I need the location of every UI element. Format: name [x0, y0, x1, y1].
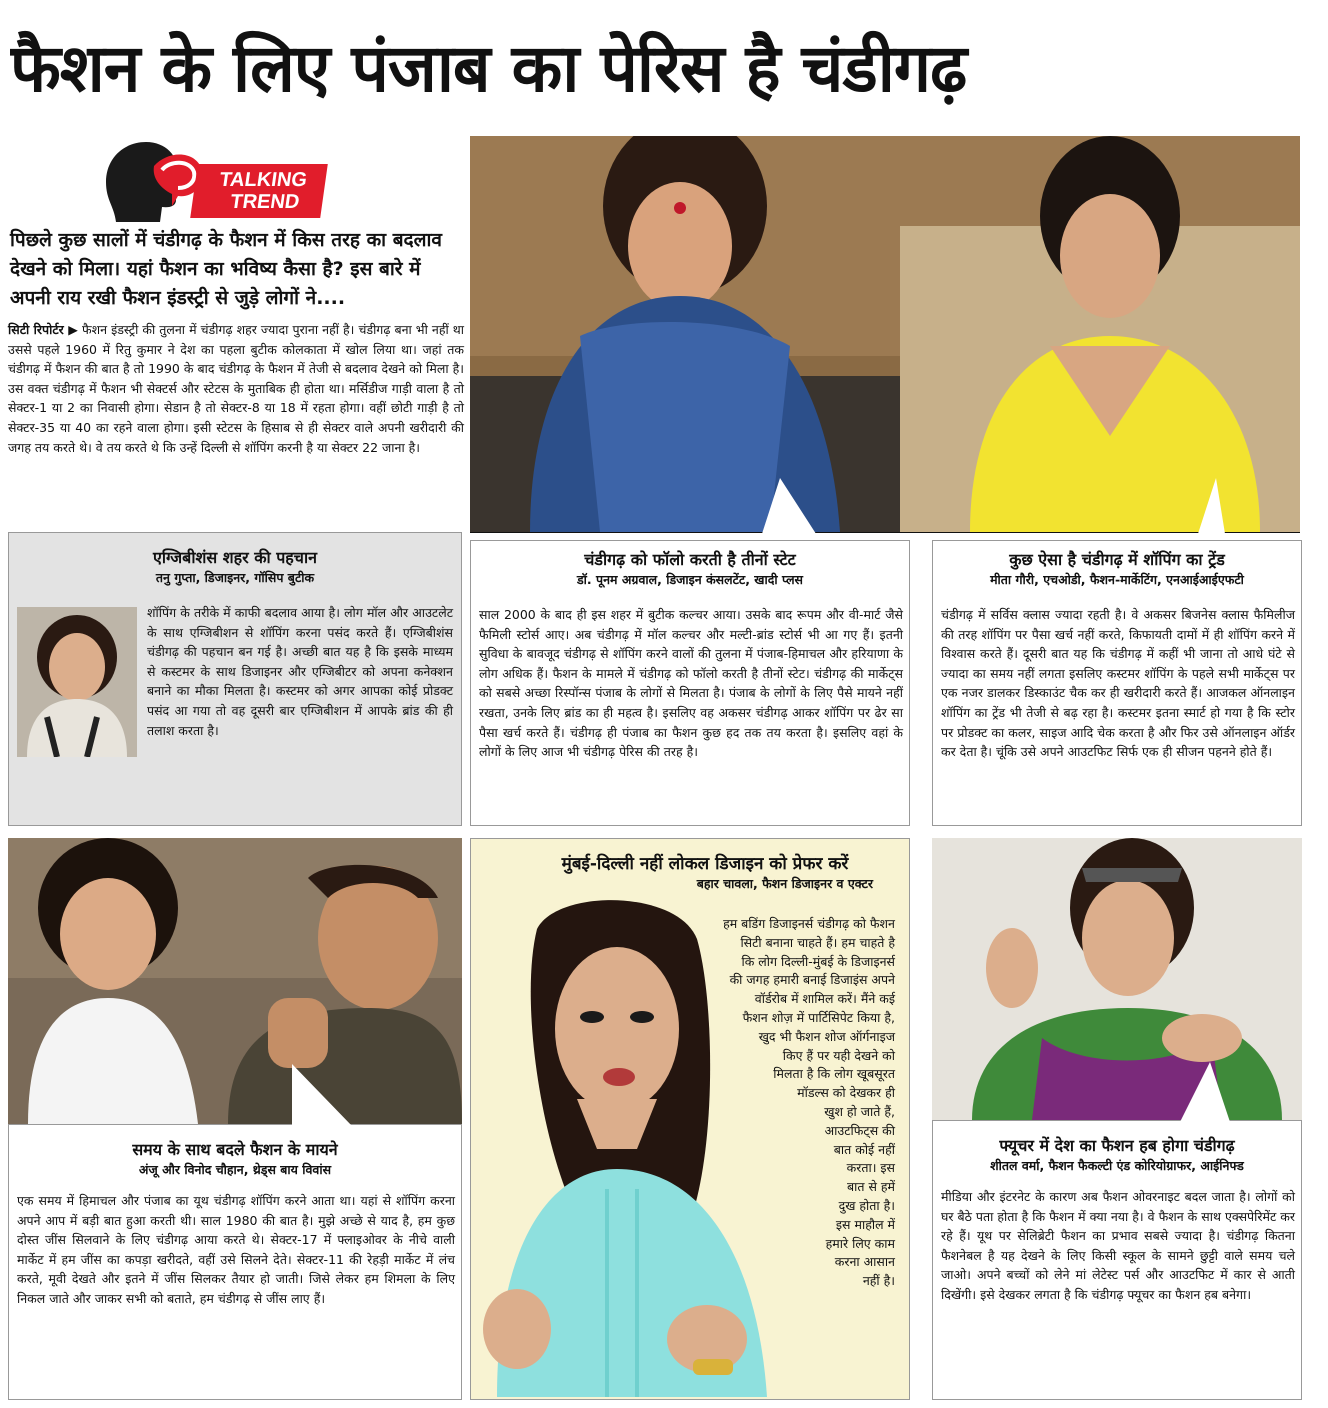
- intro-text: फैशन इंडस्ट्री की तुलना में चंडीगढ़ शहर ज्यादा पुराना नहीं है। चंडीगढ़ बना भी नहीं था उससे पहले 1960 में रितु कुमार ने देश का पहला बुटीक कोलकाता में खोल लिया था। जहां तक चंडीगढ़ में फैशन की बात है तो 1990 के बाद चंडीगढ़ के फैशन में तेजी से बदलाव देखने को मिला है। उस वक्त चंडीगढ़ में फैशन भी सेक्टर्स और स्टेटस के मुताबिक ही होता था। मर्सिडीज गाड़ी वाला है तो सेक्टर-1 या 2 का निवासी होगा। सेडान है तो सेक्टर-8 या 18 में रहता होगा। वहीं छोटी गाड़ी है तो सेक्टर-35 या 40 का रहने वाला होगा। इसी स्टेटस के हिसाब से ही सेक्टर वाले अपनी खरीदारी की जगह तय करते थे। वे तय करते थे कि उन्हें दिल्ली से शॉपिंग करनी है या सेक्टर 22 जाना है।: [8, 322, 464, 455]
- teaser: पिछले कुछ सालों में चंडीगढ़ के फैशन में किस तरह का बदलाव देखने को मिला। यहां फैशन का भविष्य कैसा है? इस बारे में अपनी राय रखी फैशन इंडस्ट्री से जुड़े लोगों ने....: [10, 229, 442, 309]
- bahar-text: [635, 915, 895, 1291]
- tanu-sub: तनु गुप्ता, डिजाइनर, गॉसिप बुटीक: [155, 570, 315, 585]
- meeta-title: कुछ ऐसा है चंडीगढ़ में शॉपिंग का ट्रेंड: [1009, 550, 1225, 569]
- sheetal-text: मीडिया और इंटरनेट के कारण अब फैशन ओवरनाइट बदल जाता है। लोगों को घर बैठे पता होता है कि फैशन में क्या नया है। वे फैशन के साथ एक्सपेरिमेंट कर रहे हैं। यूथ पर सेलिब्रेटी फैशन का प्रभाव सबसे ज्यादा है। चंडीगढ़ कितना फैशनेबल है यह देखने के लिए किसी स्कूल के सामने छुट्टी वाले समय चले जाओ। अपने बच्चों को लेने मां लेटेस्ट पर्स और आउटफिट में कार से आती दिखेंगी। इसे देखकर लगता है कि चंडीगढ़ फ्यूचर का फैशन हब बनेगा।: [941, 1189, 1295, 1302]
- article-anju: [8, 1124, 462, 1400]
- sheetal-title: फ्यूचर में देश का फैशन हब होगा चंडीगढ़: [999, 1136, 1235, 1155]
- bahar-line: मिलता है कि लोग खूबसूरत: [773, 1066, 895, 1082]
- meeta-text: चंडीगढ़ में सर्विस क्लास ज्यादा रहती है। वे अकसर बिजनेस क्लास फैमिलीज की तरह शॉपिंग पर पैसा खर्च नहीं करते, किफायती दामों में ही शॉपिंग करने में विश्वास करते हैं। दूसरी बात यह कि चंडीगढ़ में कहीं भी जाना तो आधे घंटे से ज्यादा का समय नहीं लगता इसलिए कस्टमर शॉपिंग के पहले सभी मार्केट्स पर एक नजर डालकर डिस्काउंट चैक कर ही खरीदारी करते हैं। आजकल ऑनलाइन शॉपिंग का ट्रेंड भी तेजी से बढ़ रहा है। कस्टमर इतना स्मार्ट हो गया है कि स्टोर पर प्रोडक्ट का कलर, साइज आदि चेक करता है और फिर उसे ऑनलाइन ऑर्डर कर देता है। चूंकि उसे अपने आउटफिट सिर्फ एक ही सीजन पहनने होते हैं।: [941, 607, 1295, 760]
- bahar-line: बात से हमें: [846, 1179, 895, 1195]
- speech-notch-meeta: [1196, 478, 1226, 540]
- bahar-line: बात कोई नहीं: [833, 1141, 895, 1157]
- speech-notch-sheetal: [1180, 1062, 1230, 1122]
- meeta-sub: मीता गौरी, एचओडी, फैशन-मार्केटिंग, एनआईआईएफटी: [990, 572, 1244, 587]
- talking-trend-tag: [190, 164, 328, 218]
- article-sheetal: [932, 1120, 1302, 1400]
- speech-notch-poonam: [760, 478, 820, 540]
- bahar-line: वॉर्डरोब में शामिल करें। मैंने कई: [754, 991, 895, 1007]
- bahar-line: सिटी बनाना चाहते हैं। हम चाहते है: [740, 934, 895, 950]
- article-meeta: [932, 540, 1302, 826]
- logo-line1: TALKING: [218, 169, 309, 191]
- intro-article: [8, 320, 464, 457]
- article-tanu: [8, 532, 462, 826]
- anju-sub: अंजू और विनोद चौहान, थ्रेड्स बाय विवांस: [138, 1162, 332, 1177]
- bahar-line: आउटफिट्स की: [824, 1122, 895, 1138]
- tanu-text: शॉपिंग के तरीके में काफी बदलाव आया है। लोग मॉल और आउटलेट के साथ एग्जिबीशन से शॉपिंग करना पसंद करते हैं। एग्जिबीशंस चंडीगढ़ की पहचान बन गई है। अच्छी बात यह है कि इसके माध्यम से कस्टमर के साथ डिजाइनर और एग्जिबीटर को अपना कनेक्शन बनाने का मौका मिलता है। कस्टमर को अगर आपका कोई प्रोडक्ट पसंद आ गया तो वह दूसरी बार एग्जिबीशन में आपके ब्रांड की ही तलाश करता है।: [147, 605, 453, 738]
- poonam-text: साल 2000 के बाद ही इस शहर में बुटीक कल्चर आया। उसके बाद रूपम और वी-मार्ट जैसे फैमिली स्टोर्स आए। अब चंडीगढ़ में मॉल कल्चर और मल्टी-ब्रांड स्टोर्स भी आ गए हैं। इतनी सुविधा के बावजूद चंडीगढ़ से शॉपिंग करने वालों की तुलना में पंजाब-हिमाचल और हरियाणा के लोग अधिक हैं। फैशन के मामले में चंडीगढ़ को फॉलो करती है तीनों स्टेट। चंडीगढ़ की मार्केट्स को सबसे अच्छा रिस्पॉन्स पंजाब के लोगों से मिलता है। पंजाब के लोगों के लिए पैसे मायने नहीं रखता, उनके लिए ब्रांड का ही महत्व है। इसलिए वह अकसर चंडीगढ़ आकर शॉपिंग पर ढेर सा पैसा खर्च करते हैं। चंडीगढ़ ही पंजाब का फैशन कुछ हद तक तय करता है। इसलिए वहां के लोगों के लिए आज भी चंडीगढ़ पेरिस की तरह है।: [479, 607, 903, 760]
- poonam-sub: डॉ. पूनम अग्रवाल, डिजाइन कंसलटेंट, खादी प्लस: [576, 572, 804, 587]
- anju-text: एक समय में हिमाचल और पंजाब का यूथ चंडीगढ़ शॉपिंग करने आता था। यहां से शॉपिंग करना अपने आप में बड़ी बात हुआ करती थी। साल 1980 की बात है। मुझे अच्छे से याद है, हम कुछ दोस्त जींस सिलवाने के लिए चंडीगढ़ आया करते थे। सेक्टर-17 में फ्लाइओवर के नीचे वाली मार्केट में हम जींस का कपड़ा खरीदते, वहीं उसे सिलने देते। सेक्टर-11 की रेहड़ी मार्केट में लंच करते, मूवी देखते और इतने में जींस सिलकर तैयार हो जाती। जिसे लेकर हम शिमला के लिए निकल जाते और जाकर सभी को बताते, हम चंडीगढ़ से जींस लाए हैं।: [17, 1193, 455, 1306]
- tanu-title: एग्जिबीशंस शहर की पहचान: [153, 548, 317, 567]
- photo-poonam-meeta: [470, 136, 1300, 532]
- anju-title: समय के साथ बदले फैशन के मायने: [132, 1140, 338, 1159]
- rule-top: [470, 532, 1300, 533]
- photo-sheetal: [932, 838, 1302, 1120]
- bahar-line: खुद भी फैशन शोज ऑर्गनाइज: [758, 1028, 895, 1044]
- bahar-line: करना आसान: [834, 1254, 895, 1270]
- headline: फैशन के लिए पंजाब का पेरिस है चंडीगढ़: [10, 30, 967, 107]
- poonam-title: चंडीगढ़ को फॉलो करती है तीनों स्टेट: [584, 550, 796, 569]
- bahar-line: फैशन शोज़ में पार्टिसिपेट किया है,: [742, 1009, 895, 1025]
- bahar-line: की जगह हमारी बनाई डिजाइंस अपने: [729, 972, 895, 988]
- bahar-line: हमारे लिए काम: [825, 1235, 895, 1251]
- bahar-line: किए हैं पर यही देखने को: [782, 1047, 895, 1063]
- article-poonam: [470, 540, 910, 826]
- bahar-line: खुश हो जाते हैं,: [824, 1103, 895, 1119]
- photo-tanu: [17, 607, 137, 757]
- sheetal-sub: शीतल वर्मा, फैशन फैकल्टी एंड कोरियोग्राफर, आईनिफ्ड: [990, 1158, 1244, 1173]
- bahar-line: मॉडल्स को देखकर ही: [797, 1085, 895, 1101]
- bahar-line: करता। इस: [846, 1160, 895, 1176]
- bahar-sub: बहार चावला, फैशन डिजाइनर व एक्टर: [696, 876, 873, 891]
- talking-trend-logo: [98, 136, 338, 222]
- bahar-title: मुंबई-दिल्ली नहीं लोकल डिजाइन को प्रेफर करें: [561, 854, 849, 874]
- bahar-line: हम बडिंग डिजाइनर्स चंडीगढ़ को फैशन: [723, 916, 895, 931]
- bahar-line: कि लोग दिल्ली-मुंबई के डिजाइनर्स: [741, 953, 895, 969]
- article-bahar: [470, 838, 910, 1400]
- logo-line2: TREND: [228, 191, 301, 213]
- intro-byline: सिटी रिपोर्टर ▶: [8, 322, 78, 337]
- speech-notch-anju: [292, 1064, 352, 1126]
- bahar-line: दुख होता है।: [838, 1197, 895, 1213]
- photo-anju-vinod: [8, 838, 462, 1124]
- bahar-line: नहीं है।: [862, 1273, 895, 1289]
- bahar-line: इस माहौल में: [835, 1216, 895, 1232]
